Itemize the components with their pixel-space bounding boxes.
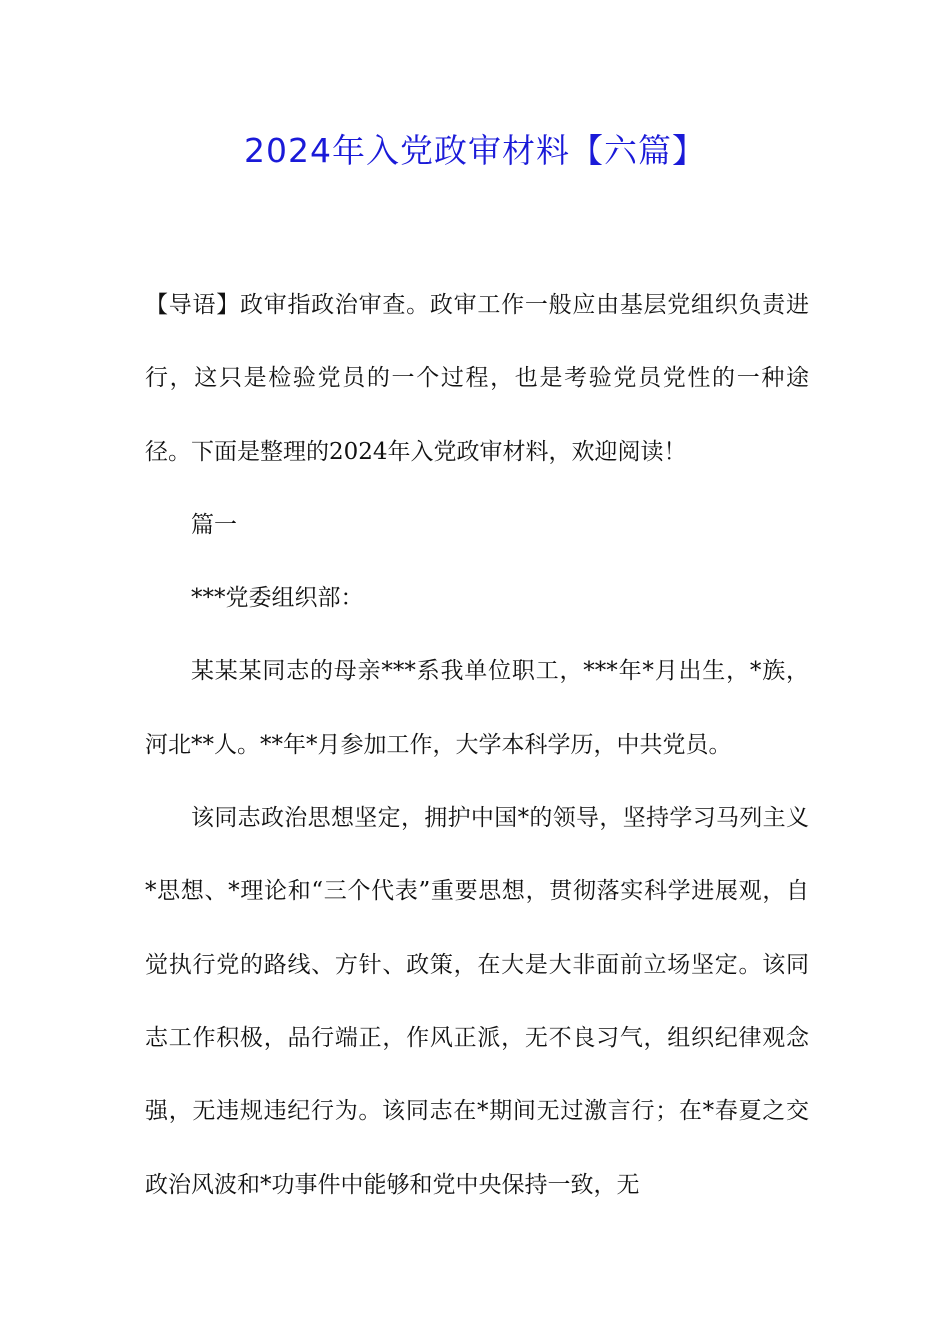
body-paragraph: 某某某同志的母亲***系我单位职工，***年*月出生，*族，河北**人。**年*月参加工作，大学本科学历，中共党员。 (145, 658, 809, 758)
document-body (145, 269, 809, 1222)
intro-paragraph: 【导语】政审指政治审查。政审工作一般应由基层党组织负责进行，这只是检验党员的一个过程，也是考验党员党性的一种途径。下面是整理的2024年入党政审材料，欢迎阅读！ (145, 292, 809, 465)
body-paragraph: 该同志政治思想坚定，拥护中国*的领导，坚持学习马列主义*思想、*理论和“三个代表”重要思想，贯彻落实科学进展观，自觉执行党的路线、方针、政策，在大是大非面前立场坚定。该同志工作积极，品行端正，作风正派，无不良习气，组织纪律观念强，无违规违纪行为。该同志在*期间无过激言行；在*春夏之交政治风波和*功事件中能够和党中央保持一致，无 (145, 805, 809, 1198)
salutation-line: ***党委组织部： (191, 585, 364, 612)
section-heading: 篇一 (191, 511, 237, 538)
document-title: 2024年入党政审材料【六篇】 (244, 131, 706, 170)
